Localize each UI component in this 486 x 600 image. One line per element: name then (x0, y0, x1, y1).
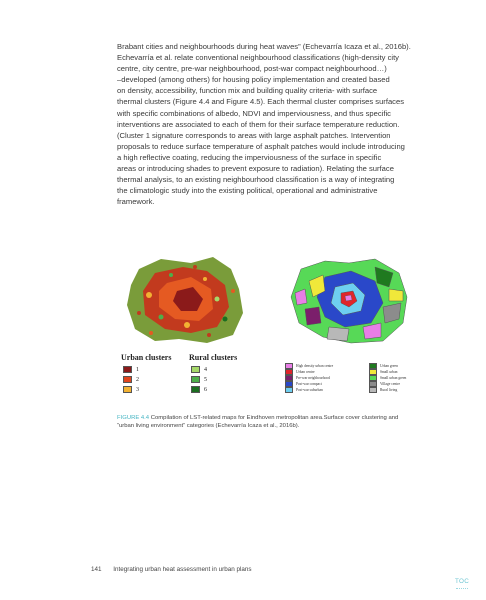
swatch-rural-4 (191, 366, 200, 373)
body-line: thermal analysis, to an existing neighbourhood classification is a way of integrating (117, 175, 395, 185)
figure-label: FIGURE 4.4 (117, 415, 150, 421)
legend-item (191, 376, 207, 383)
caption-text-2: “urban living environment” categories (Echevarría Icaza et al., 2016b). (117, 423, 300, 430)
body-line: (Cluster 1 signature corresponds to areas with large asphalt patches. Intervention (117, 130, 391, 140)
legend-label: Urban green (380, 364, 398, 368)
legend-label: Rural living (380, 388, 398, 392)
body-line: the climatologic study into the existing political, operational and administrative (117, 186, 378, 196)
body-line: –developed (among others) for housing policy implementation and created based (117, 75, 390, 85)
legend-label: 5 (204, 376, 207, 383)
legend-item (123, 386, 139, 393)
body-line: thermal clusters (Figure 4.4 and Figure 4.5). Each thermal cluster comprises surfaces (117, 97, 404, 107)
legend-label: 3 (136, 386, 139, 393)
legend-item (123, 366, 139, 373)
legend-label: Village centre (380, 382, 401, 386)
page-footer (91, 566, 252, 573)
legend-label: 2 (136, 376, 139, 383)
legend-item (191, 386, 207, 393)
legend-label: Urban centre (296, 370, 315, 374)
legend-item (123, 376, 139, 383)
legend-label: Small urban (380, 370, 398, 374)
figure-caption (117, 414, 437, 430)
legend-item (191, 366, 207, 373)
body-line: centre, city centre, pre-war neighbourhood, post-war compact neighbourhood…) (117, 64, 387, 74)
figure-4-4 (117, 255, 435, 405)
body-line: proposals to reduce surface temperature of asphalt patches would include introducing (117, 141, 405, 151)
body-paragraph (117, 41, 435, 207)
caption-text: Compilation of LST-related maps for Eindhoven metropolitan area.Surface cover clustering and (149, 415, 399, 421)
swatch (369, 387, 377, 393)
body-line: Echevarría et al. relate conventional neighbourhood classifications (high-density city (117, 53, 399, 63)
body-line: areas or introducing shades to prevent exposure to radiation). Relating the surface (117, 164, 394, 174)
legend-label: Post-war compact (296, 382, 322, 386)
body-line: Brabant cities and neighbourhoods during heat waves” (Echevarría Icaza et al., 2016b). (117, 42, 411, 51)
legend-label: High density urban centre (296, 364, 334, 368)
legend-label: Pre-war neighbourhood (296, 376, 331, 380)
urban-clusters-title: Urban clusters (121, 353, 172, 362)
body-line: on density, accessibility, function mix and building quality criteria- with surface (117, 86, 378, 96)
swatch-rural-6 (191, 386, 200, 393)
rural-clusters-title: Rural clusters (189, 353, 238, 362)
toc-dots (456, 588, 468, 589)
running-title: Integrating urban heat assessment in urban plans (113, 566, 252, 573)
swatch-urban-2 (123, 376, 132, 383)
body-line: with specific combinations of albedo, NDVI and imperviousness, and thus specific (117, 108, 391, 118)
page-number: 141 (91, 566, 102, 573)
legend-item (285, 387, 323, 393)
legend-item (369, 387, 397, 393)
body-line: framework. (117, 197, 155, 207)
body-line: interventions are associated to each of them for their surface temperature reduction. (117, 119, 400, 129)
body-line: a high reflective coating, reducing the imperviousness of the surface in specific (117, 152, 382, 162)
urban-living-environment-map (285, 257, 413, 345)
toc-link[interactable]: TOC (455, 578, 470, 585)
surface-cluster-map (121, 255, 249, 345)
swatch-urban-1 (123, 366, 132, 373)
legend-label: 6 (204, 386, 207, 393)
swatch-urban-3 (123, 386, 132, 393)
living-environment-legend (285, 363, 435, 403)
legend-label: Small urban green (380, 376, 407, 380)
legend-label: 1 (136, 366, 139, 373)
swatch-rural-5 (191, 376, 200, 383)
legend-label: Post-war suburban (296, 388, 323, 392)
swatch (285, 387, 293, 393)
cluster-legend (121, 353, 281, 398)
legend-label: 4 (204, 366, 207, 373)
